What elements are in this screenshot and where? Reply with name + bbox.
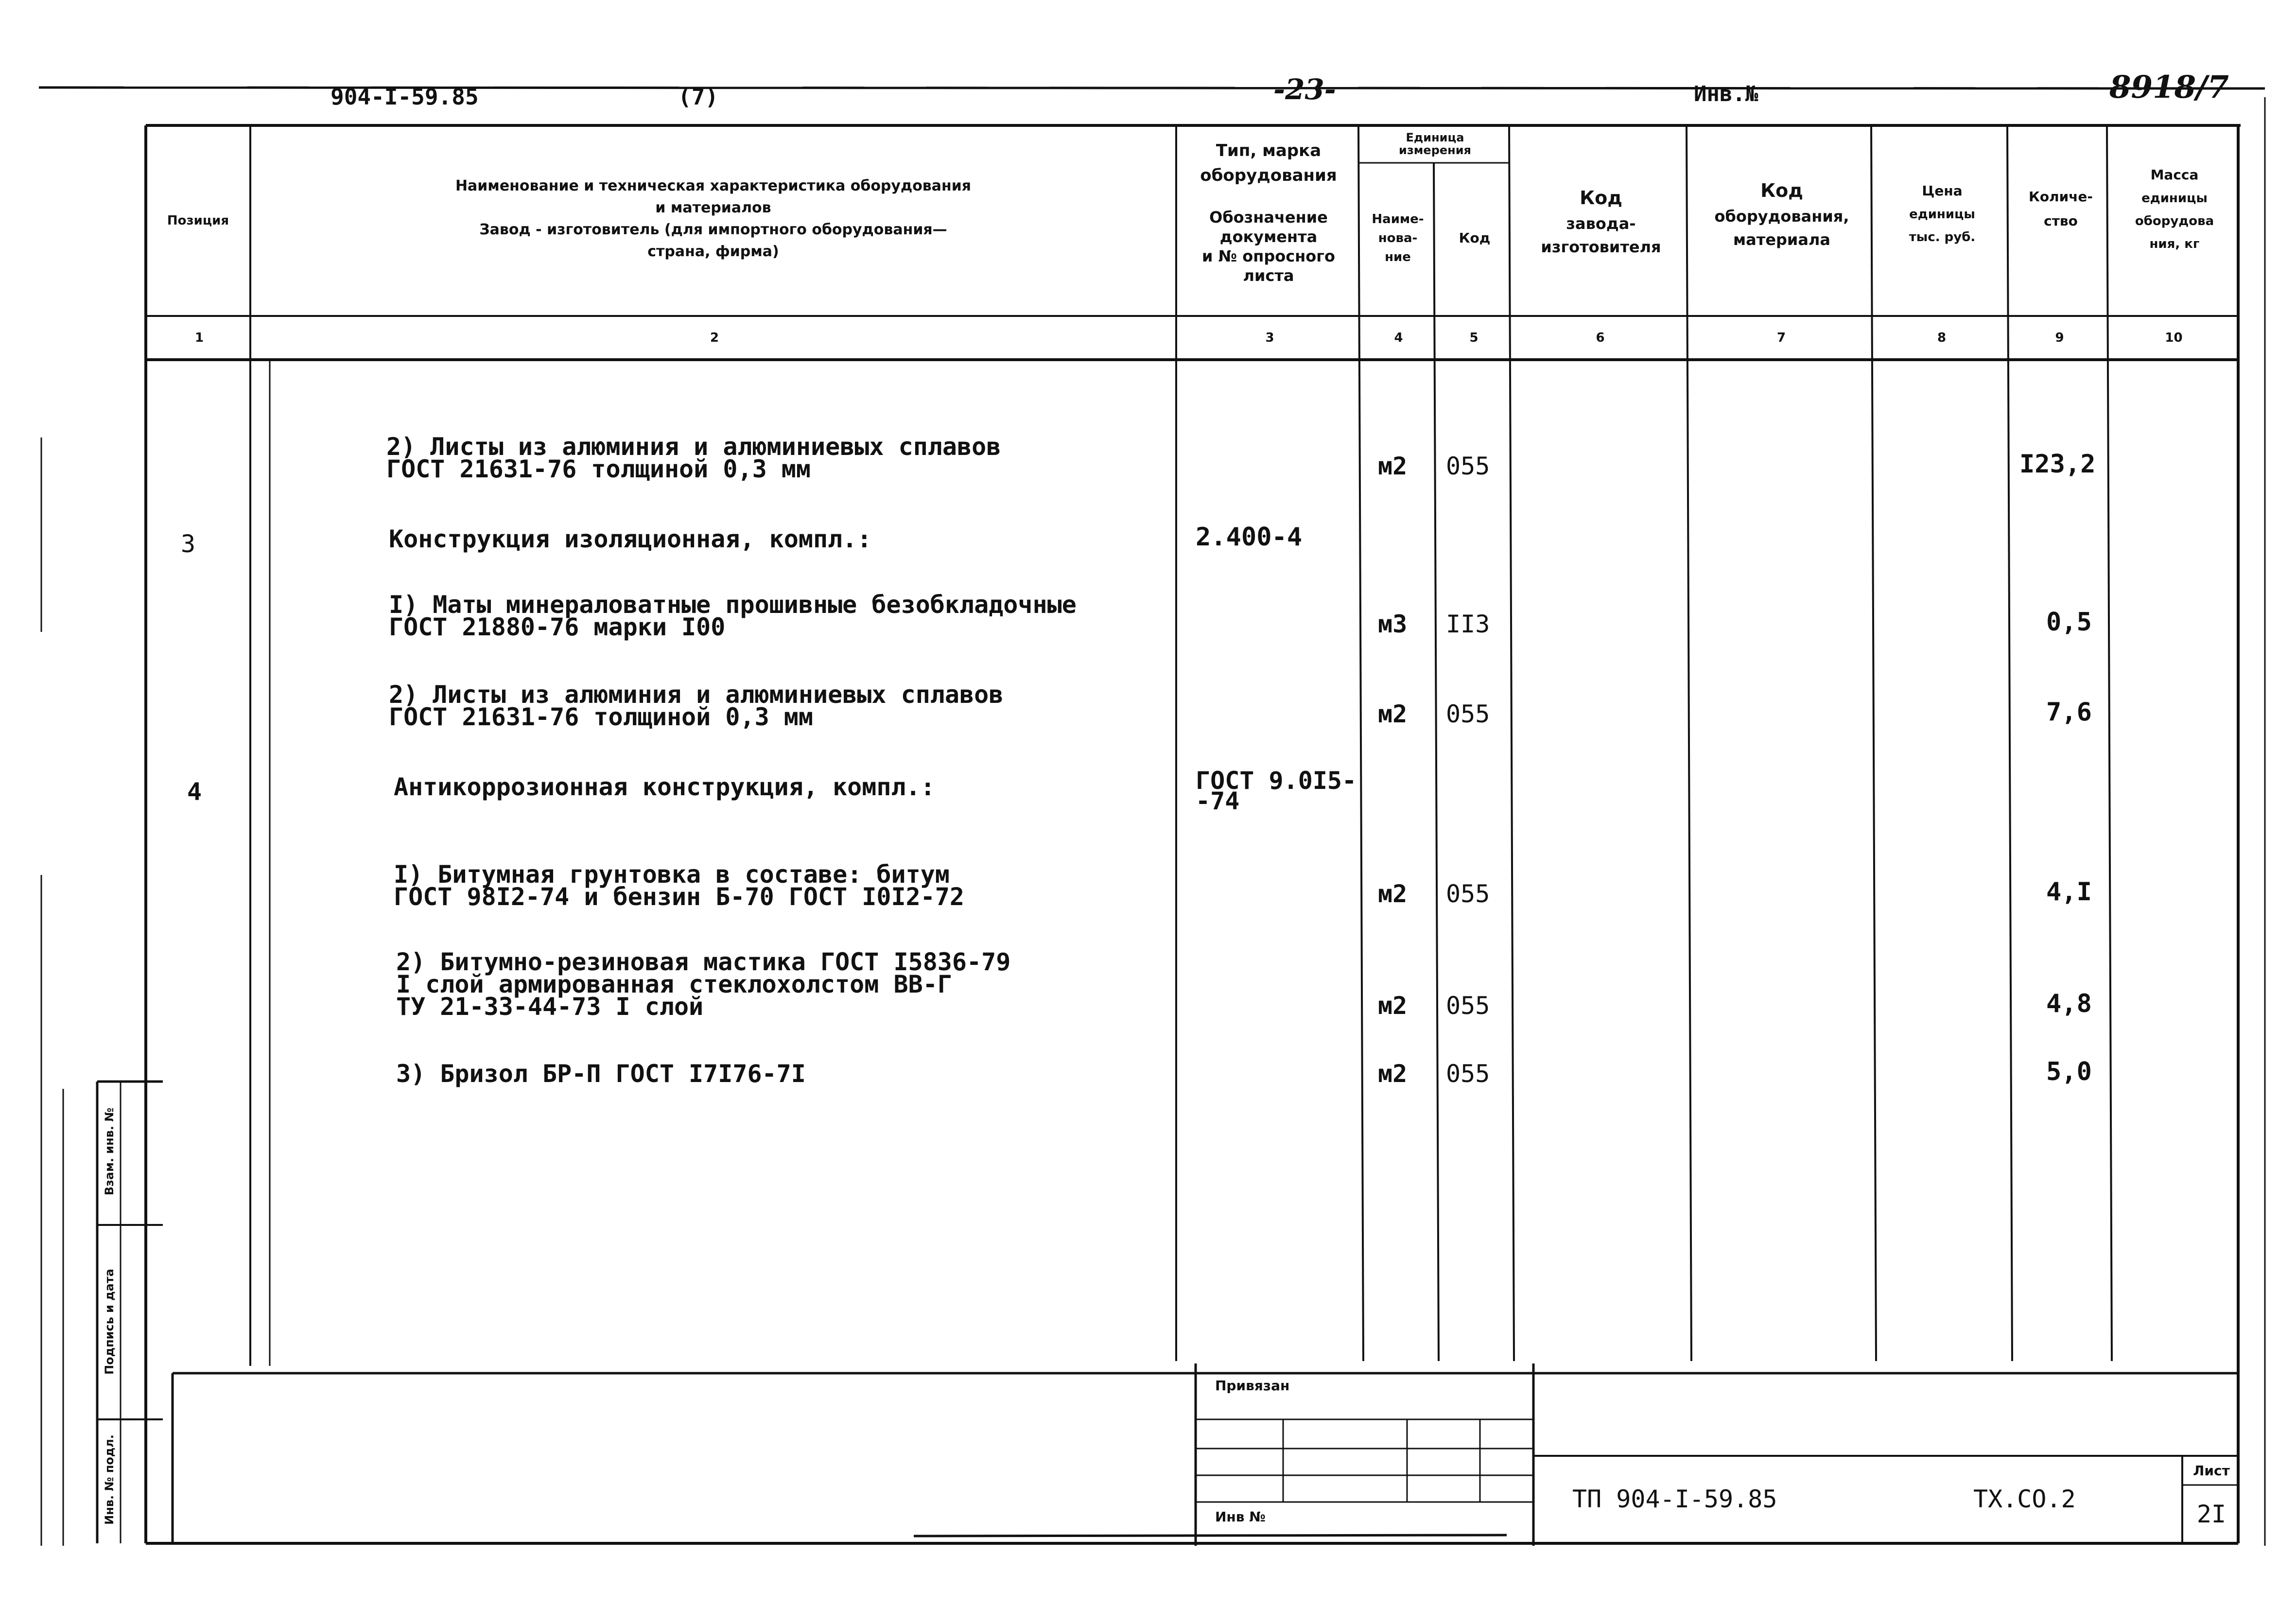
side-stamp-original-inv: Инв. № подл.: [103, 1434, 116, 1525]
row-3-name-2: ГОСТ 21631-76 толщиной 0,3 мм: [389, 703, 813, 731]
header-factory-line-1: Код: [1580, 187, 1622, 209]
col-number-2: 2: [710, 330, 719, 345]
header-qty-line-2: ство: [2044, 213, 2078, 229]
row-0-name-2: ГОСТ 21631-76 толщиной 0,3 мм: [386, 455, 811, 483]
header-mass-line-3: оборудова: [2135, 213, 2214, 228]
header-type: [1179, 139, 1358, 285]
col-number-3: 3: [1265, 330, 1274, 345]
doc-code: 904-I-59.85: [330, 84, 479, 110]
header-type-line-1: Тип, марка: [1216, 141, 1322, 160]
row-7-code: 055: [1446, 1060, 1490, 1088]
row-0-unit: м2: [1378, 452, 1408, 480]
row-7-unit: м2: [1378, 1060, 1408, 1088]
header-name-line-3: Завод - изготовитель (для импортного оборудования—: [479, 221, 947, 238]
row-2-unit: м3: [1378, 610, 1408, 638]
col-number-10: 10: [2165, 330, 2183, 345]
row-6-qty: 4,8: [2046, 989, 2092, 1018]
header-unit-line-2: измерения: [1399, 143, 1471, 157]
col-number-5: 5: [1469, 330, 1478, 345]
header-mass-line-2: единицы: [2141, 191, 2208, 206]
sheet-index: (7): [678, 84, 719, 110]
title-block-inv-no: Инв №: [1215, 1509, 1266, 1525]
page-mark: -23-: [1273, 73, 1336, 106]
header-unit-name-3: ние: [1385, 249, 1411, 264]
header-name-line-2: и материалов: [655, 199, 771, 216]
header-doc-line-4: листа: [1243, 266, 1294, 285]
title-block-privyazan: Привязан: [1215, 1378, 1290, 1394]
row-6-code: 055: [1446, 992, 1490, 1020]
header-name-line-1: Наименование и техническая характеристика оборудования: [455, 177, 972, 194]
row-3-name-1: 2) Листы из алюминия и алюминиевых сплавов: [389, 681, 1004, 709]
header-name-line-4: страна, фирма): [647, 243, 779, 260]
header-mass-line-1: Масса: [2150, 166, 2199, 183]
col-number-7: 7: [1776, 330, 1786, 345]
header-position: Позиция: [167, 213, 229, 228]
row-0-name-1: 2) Листы из алюминия и алюминиевых сплавов: [386, 433, 1001, 461]
row-7-name: 3) Бризол БР-П ГОСТ I7I76-7I: [396, 1060, 806, 1088]
header-factory-code: [1514, 141, 1688, 301]
row-3-code: 055: [1446, 700, 1490, 728]
col-number-9: 9: [2055, 330, 2064, 345]
header-factory-line-2: завода-: [1566, 214, 1636, 233]
col-number-4: 4: [1394, 330, 1403, 345]
row-5-name-2: ГОСТ 98I2-74 и бензин Б-70 ГОСТ I0I2-72: [394, 883, 964, 911]
header-doc-line-3: и № опросного: [1202, 247, 1335, 265]
col-number-6: 6: [1596, 330, 1605, 345]
row-4-position: 4: [187, 778, 202, 806]
row-3-unit: м2: [1378, 700, 1408, 728]
header-mass-line-4: ния, кг: [2149, 236, 2200, 251]
row-5-unit: м2: [1378, 880, 1408, 908]
row-5-code: 055: [1446, 880, 1490, 908]
title-block-sheet-code: ТХ.СО.2: [1973, 1485, 2076, 1513]
header-factory-line-3: изготовителя: [1541, 237, 1661, 256]
header-mass: [2112, 146, 2237, 272]
row-7-qty: 5,0: [2046, 1057, 2092, 1086]
header-qty-line-1: Количе-: [2028, 188, 2093, 205]
header-type-line-2: оборудования: [1200, 166, 1337, 185]
side-stamp-signature-date: Подпись и дата: [103, 1269, 116, 1375]
header-price: [1876, 146, 2008, 282]
side-stamp-replaced-inv: Взам. инв. №: [103, 1107, 116, 1196]
row-0-code: 055: [1446, 452, 1490, 480]
header-equip-line-2: оборудования,: [1714, 207, 1849, 226]
row-1-name: Конструкция изоляционная, компл.:: [389, 525, 872, 553]
row-4-name: Антикоррозионная конструкция, компл.:: [394, 773, 935, 801]
row-2-code: II3: [1446, 610, 1490, 638]
header-price-line-1: Цена: [1922, 183, 1963, 199]
header-doc-line-2: документа: [1219, 227, 1318, 246]
row-0-qty: I23,2: [2019, 450, 2096, 479]
header-unit-name: [1361, 165, 1435, 311]
archive-number: 8918/7: [2109, 69, 2229, 105]
title-block-doc-number: ТП 904-I-59.85: [1572, 1485, 1777, 1513]
row-2-qty: 0,5: [2046, 608, 2092, 637]
header-unit-group: [1361, 125, 1509, 162]
col-number-8: 8: [1937, 330, 1947, 345]
header-unit-name-1: Наиме-: [1372, 211, 1424, 227]
row-2-name-2: ГОСТ 21880-76 марки I00: [389, 613, 726, 641]
row-6-name-3: ТУ 21-33-44-73 I слой: [396, 993, 704, 1021]
row-4-type: ГОСТ 9.0I5- -74: [1196, 767, 1357, 815]
col-number-1: 1: [194, 330, 204, 345]
row-5-qty: 4,I: [2046, 877, 2092, 907]
row-5-name-1: I) Битумная грунтовка в составе: битум: [394, 860, 950, 889]
row-6-name-1: 2) Битумно-резиновая мастика ГОСТ I5836-79: [396, 948, 1011, 976]
inv-label: Инв.№: [1694, 82, 1758, 106]
header-price-line-3: тыс. руб.: [1909, 230, 1976, 245]
header-price-line-2: единицы: [1909, 207, 1975, 222]
header-doc-line-1: Обозначение: [1209, 208, 1328, 227]
header-equip-line-1: Код: [1760, 179, 1803, 201]
title-block-sheet-number: 2I: [2196, 1500, 2226, 1528]
row-6-name-2: I слой армированная стеклохолстом ВВ-Г: [396, 970, 952, 998]
header-quantity: [2012, 146, 2109, 272]
row-3-qty: 7,6: [2046, 698, 2092, 727]
header-unit-code: Код: [1459, 230, 1491, 246]
row-2-name-1: I) Маты минераловатные прошивные безобкладочные: [389, 591, 1077, 619]
row-1-position: 3: [181, 530, 196, 558]
header-name: [253, 146, 1174, 292]
header-unit-name-2: нова-: [1378, 230, 1418, 245]
title-block-sheet-label: Лист: [2193, 1463, 2230, 1479]
row-6-unit: м2: [1378, 992, 1408, 1020]
row-1-type: 2.400-4: [1196, 523, 1303, 552]
header-unit-line-1: Единица: [1406, 130, 1464, 144]
header-equip-line-3: материала: [1733, 230, 1830, 249]
header-equipment-code: [1691, 141, 1872, 287]
